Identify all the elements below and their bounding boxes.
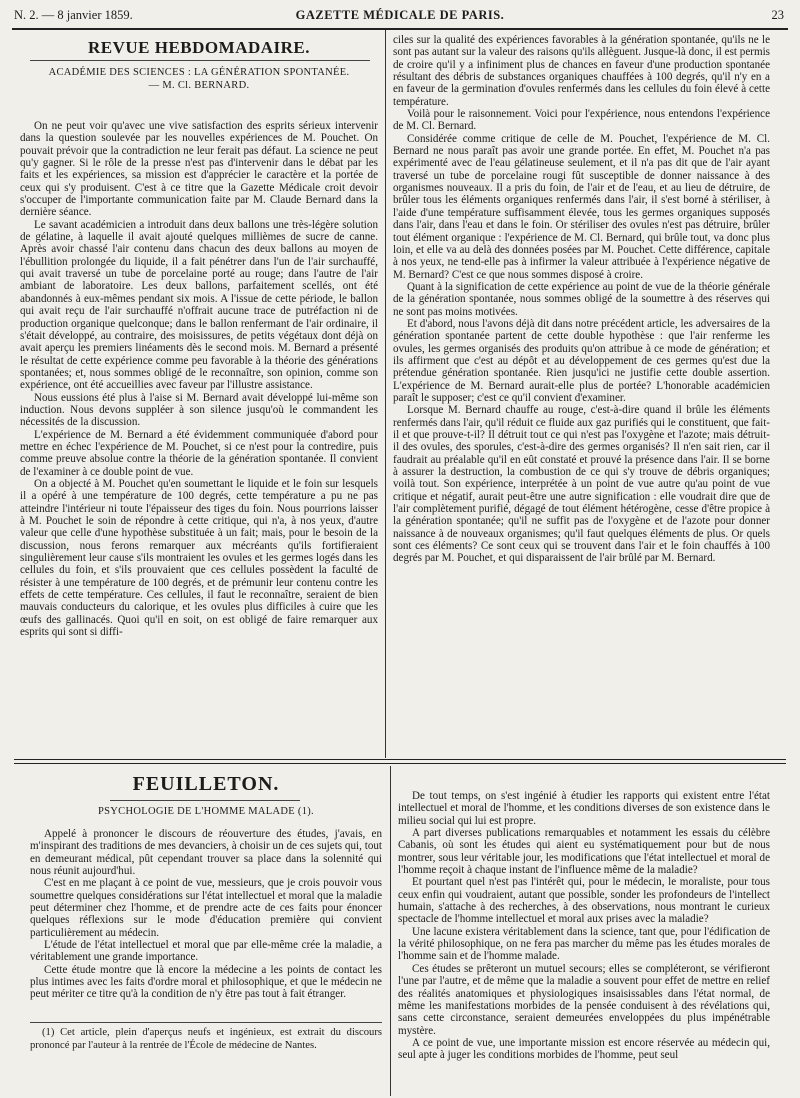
feuilleton-title: FEUILLETON. <box>132 773 280 795</box>
paragraph: Considérée comme critique de celle de M. Pouchet, l'expérience de M. Cl. Bernard ne nous paraît pas avoir une grande portée. En effet, M. Pouchet n'a pas expérimenté avec de l'eau gélatineuse seulement, et il n'a pas dit que de l'air ayant traversé un tube de porcelaine rougi fût susceptible de donner naissance à des organismes nouveaux. Il a pris du foin, de l'air et de l'eau, et au lieu de détruire, de brûler tous les éléments organiques renfermés dans l'air, il s'est borné à stériliser, à l'aide d'une température suffisamment élevée, tous les germes organiques supposés dans l'air, dans l'eau et dans le foin. Or stériliser des ovules n'est pas détruire, brûler tout élément organique : l'expérience de M. Cl. Bernard, qui brûle tout, va donc plus loin, et elle va au delà des données posées par M. Pouchet. Cette différence, capitale à nos yeux, ne tend-elle pas à infirmer la valeur attribuée à l'expérience négative de M. Bernard? C'est ce que nous sommes disposé à croire. <box>393 132 770 281</box>
column-divider-bottom <box>390 766 391 1096</box>
paragraph: Ces études se prêteront un mutuel secours; elles se compléteront, se vérifieront l'une par l'autre, et de même que la maladie a souvent pour effet de mettre en relief des réalités anatomiques et physiologiques insaisissables dans l'état normal, de même les manifestations morbides de la pensée conduisent à des révélations qui, sans cette circonstance, seraient demeurées enveloppées du plus impénétrable mystère. <box>398 962 770 1037</box>
paragraph: Le savant académicien a introduit dans deux ballons une très-légère solution de gélatine, à laquelle il avait ajouté quelques millièmes de sucre de canne. Après avoir chassé l'air contenu dans chacun des deux ballons au moyen de l'ébullition prolongée du liquide, il a fait pénétrer dans l'un de l'air surchauffé, qui avait traversé un tube de porcelaine porté au rouge; dans l'autre de l'air ambiant de laboratoire. Les deux ballons, parfaitement scellés, ont été abandonnés à eux-mêmes pendant six mois. A l'issue de cette période, le ballon qui avait reçu de l'air surchauffé n'offrait aucune trace de putréfaction ni de production organique quelconque; dans le ballon renfermant de l'air ordinaire, il s'était développé, au contraire, des moisissures, de petits végétaux dont déjà on avait aperçu les premiers linéaments dès le second mois. M. Bernard a présenté le résultat de cette expérience comme peu favorable à la théorie des générations spontanées; et, nous sommes obligé de le reconnaître, son opinion, comme son expérience, ont été accueillies avec faveur par l'illustre assistance. <box>20 218 378 392</box>
paragraph: Quant à la signification de cette expérience au point de vue de la théorie générale de la génération spontanée, nous sommes obligé de la soumettre à des réserves qui ne sont pas moins motivées. <box>393 280 770 318</box>
paragraph: Et pourtant quel n'est pas l'intérêt qui, pour le médecin, le moraliste, pour tous ceux enfin qui voudraient, autant que possible, sonder les profondeurs de l'intellect humain, s'attache à des recherches, à des observations, nous montrant le curieux spectacle de l'homme intellectuel et moral aux prises avec la maladie? <box>398 876 770 926</box>
feuilleton-column-2 <box>398 790 770 1098</box>
paragraph: Une lacune existera véritablement dans la science, tant que, pour l'édification de la vérité philosophique, on ne fera pas marcher du même pas les études morales de l'homme sain et de l'homme malade. <box>398 925 770 963</box>
revue-subtitle <box>20 66 378 92</box>
feuilleton-rule <box>110 800 300 801</box>
revue-title: REVUE HEBDOMADAIRE. <box>87 38 311 57</box>
footnote <box>30 1027 382 1052</box>
feuilleton-column-1 <box>30 828 382 1016</box>
paragraph: L'étude de l'état intellectuel et moral que par elle-même crée la maladie, a véritablement une grande importance. <box>30 939 382 964</box>
issue-line: N. 2. — 8 janvier 1859. <box>14 8 133 22</box>
paragraph: L'expérience de M. Bernard a été évidemment communiquée d'abord pour mettre en échec l'expérience de M. Pouchet, si ce n'est pour la contredire, puis comme preuve absolue contre la théorie de la génération spontanée. Il convient de l'examiner à ce double point de vue. <box>20 428 378 478</box>
footnote-text: (1) Cet article, plein d'aperçus neufs et ingénieux, est extrait du discours prononcé par l'auteur à la rentrée de l'École de médecine de Nantes. <box>30 1027 382 1051</box>
newspaper-title: GAZETTE MÉDICALE DE PARIS. <box>295 8 505 22</box>
paragraph: ciles sur la qualité des expériences favorables à la génération spontanée, qu'ils ne le sont pas autant sur la valeur des raisons qu'ils allèguent. Jusque-là donc, il est permis de croire qu'il y a infiniment plus de chances en faveur d'une production spontanée résultant des débris de substances organiques chauffées à 100 degrés, qu'il n'y en a en faveur de la germination d'ovules renfermés dans les cellules du foin élevé à cette température. <box>393 34 770 108</box>
masthead <box>12 4 788 30</box>
paragraph: Voilà pour le raisonnement. Voici pour l'expérience, nous entendons l'expérience de M. Cl. Bernard. <box>393 108 770 133</box>
paragraph: C'est en me plaçant à ce point de vue, messieurs, que je crois pouvoir vous soumettre quelques considérations sur l'état intellectuel et moral que la maladie peut déterminer chez l'homme, et de prendre acte de ces faits pour énoncer quelques réflexions sur le mode d'éducation première qui convient particulièrement au médecin. <box>30 877 382 939</box>
revue-column-1 <box>20 120 378 755</box>
paragraph: A ce point de vue, une importante mission est encore réservée au médecin qui, seul apte à juger les conditions morbides de l'homme, peut seul <box>398 1036 770 1062</box>
revue-author: — M. Cl. BERNARD. <box>148 80 250 91</box>
column-divider-top <box>385 30 386 758</box>
revue-subtitle-line: ACADÉMIE DES SCIENCES : LA GÉNÉRATION SPONTANÉE. <box>48 67 350 78</box>
paragraph: Lorsque M. Bernard chauffe au rouge, c'est-à-dire quand il brûle les éléments renfermés dans l'air, qu'il réduit ce fluide aux gaz purifiés qui le constituent, que fait-il et que prouve-t-il? Il détruit tout ce qui n'est pas l'oxygène et l'azote; mais détruit-il des ovules, des sporules, c'est-à-dire des germes organisés? Il n'en sait rien, car il faudrait au préalable qu'il en eût constaté et prouvé la présence dans l'air. Il se borne à assurer la destruction, la combustion de ce qui s'y trouve de débris organiques; voilà tout. Son expérience, interprétée à un point de vue autre qu'au point de vue critique et négatif, aurait peut-être une autre signification : elle voudrait dire que de l'air complètement purifié, dégagé de tout élément hétérogène, cesse d'être propice à la génération spontanée; qu'il ne suffit pas de l'oxygène et de l'azote pour donner naissance à de nouveaux organismes; qu'il faut quelques éléments de plus. Or quels sont ces éléments? Ce sont ceux qui se trouvent dans l'air et le foin chauffés à 100 degrés par M. Pouchet, et qui disparaissent de l'air brûlé par M. Bernard. <box>393 404 770 565</box>
paragraph: On ne peut voir qu'avec une vive satisfaction des esprits sérieux intervenir dans la question soulevée par les nouvelles expériences de M. Pouchet. On pouvait prévoir que la contradiction ne leur ferait pas défaut. La science ne peut qu'y gagner. Si le rôle de la presse n'est pas d'intervenir dans le débat par les faits et les expériences, sa mission est d'apprécier le caractère et la portée de ceux qui s'y produisent. C'est à ce titre que la Gazette Médicale croit devoir s'occuper de l'importante communication faite par M. Claude Bernard dans la dernière séance. <box>20 120 378 219</box>
revue-column-2 <box>393 34 770 754</box>
paragraph: De tout temps, on s'est ingénié à étudier les rapports qui existent entre l'état intellectuel et moral de l'homme, et les conditions diverses de son existence dans le milieu social qui lui est propre. <box>398 790 770 827</box>
section-divider <box>14 759 786 760</box>
page-number: 23 <box>771 8 784 22</box>
paragraph: Cette étude montre que là encore la médecine a les points de contact les plus intimes avec les faits d'ordre moral et philosophique, et que le médecin ne peut mériter ce titre qu'à la condition de n'y être pas tout à fait étranger. <box>30 963 382 1001</box>
section-divider <box>14 763 786 764</box>
paragraph: On a objecté à M. Pouchet qu'en soumettant le liquide et le foin sur lesquels il a opéré à une température de 100 degrés, cette température a pu ne pas atteindre l'intérieur ni toute l'épaisseur des tiges du foin. Nous pourrions laisser à M. Pouchet le soin de répondre à cette critique, qui n'a, à nos yeux, d'autre valeur que celle d'une hypothèse substituée à un fait; mais, pour le besoin de la discussion, nous ferons remarquer aux mécréants qu'ils fortifieraient singulièrement leur cause s'ils montraient les ovules et les germes logés dans les cellules du foin, et s'ils prouvaient que ces cellules possèdent la faculté de résister à une température de 100 degrés, et de prémunir leur contenu contre les effets de cette température. Ces cellules, il faut le reconnaître, seraient de bien mauvais conducteurs du calorique, et les ovules plus difficiles à cuire que les œufs des gallinacés. Quoi qu'il en soit, on est obligé de faire remarquer aux esprits qui sont si diffi- <box>20 477 378 639</box>
paragraph: Et d'abord, nous l'avons déjà dit dans notre précédent article, les adversaires de la génération spontanée partent de cette double hypothèse : que l'air renferme les ovules, les germes organisés des produits qu'on attribue à ce mode de génération; et ils affirment que c'est au dépôt et au développement de ces germes qu'est due la prétendue génération spontanée. Rien jusqu'ici ne justifie cette double assertion. L'expérience de M. Bernard aurait-elle plus de portée? L'honorable académicien paraît le supposer; c'est ce qu'il convient d'examiner. <box>393 317 770 404</box>
paragraph: Nous eussions été plus à l'aise si M. Bernard avait développé lui-même son induction. Nous devons suppléer à son silence jusqu'où le commandent les nécessités de la discussion. <box>20 391 378 429</box>
paragraph: A part diverses publications remarquables et notamment les essais du célèbre Cabanis, où sont les études qui aient eu systématiquement pour but de nous montrer, sous leur véritable jour, les modifications que l'état intellectuel et moral de l'homme reçoit à chaque instant de l'influence même de la maladie? <box>398 827 770 877</box>
footnote-rule <box>30 1022 382 1023</box>
title-rule <box>30 60 370 61</box>
feuilleton-subtitle: PSYCHOLOGIE DE L'HOMME MALADE (1). <box>98 806 314 817</box>
paragraph: Appelé à prononcer le discours de réouverture des études, j'avais, en m'inspirant des traditions de mes devanciers, à choisir un de ces sujets qui, tout en demeurant médical, pût cependant trouver sa place dans la solennité qui nous réunit aujourd'hui. <box>30 828 382 878</box>
